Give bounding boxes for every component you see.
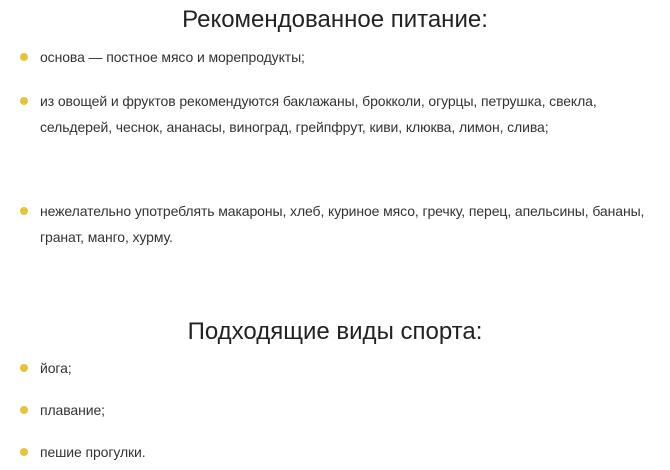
recommended-diet-heading: Рекомендованное питание: (182, 6, 488, 33)
sport-list-item (20, 439, 650, 465)
diet-item-text: основа — постное мясо и морепродукты; (40, 49, 305, 65)
sport-list-item (20, 355, 650, 381)
bullet-dot-icon (20, 53, 28, 61)
bullet-dot-icon (20, 364, 28, 372)
diet-list-item (20, 88, 650, 140)
sport-list-item (20, 397, 650, 423)
bullet-dot-icon (20, 97, 28, 105)
sport-item-text: плавание; (40, 402, 105, 418)
sport-item-text: пешие прогулки. (40, 444, 146, 460)
bullet-dot-icon (20, 406, 28, 414)
bullet-dot-icon (20, 448, 28, 456)
bullet-dot-icon (20, 207, 28, 215)
suitable-sports-heading: Подходящие виды спорта: (187, 318, 483, 345)
diet-item-text: нежелательно употреблять макароны, хлеб, куриное мясо, гречку, перец, апельсины, бананы, гранат, манго, хурму. (40, 203, 645, 245)
diet-item-text: из овощей и фруктов рекомендуются баклажаны, брокколи, огурцы, петрушка, свекла, сельдерей, чеснок, ананасы, виноград, грейпфрут, киви, клюква, лимон, слива; (40, 93, 597, 135)
diet-list-item (20, 44, 650, 70)
sport-item-text: йога; (40, 360, 72, 376)
diet-list-item (20, 198, 650, 250)
